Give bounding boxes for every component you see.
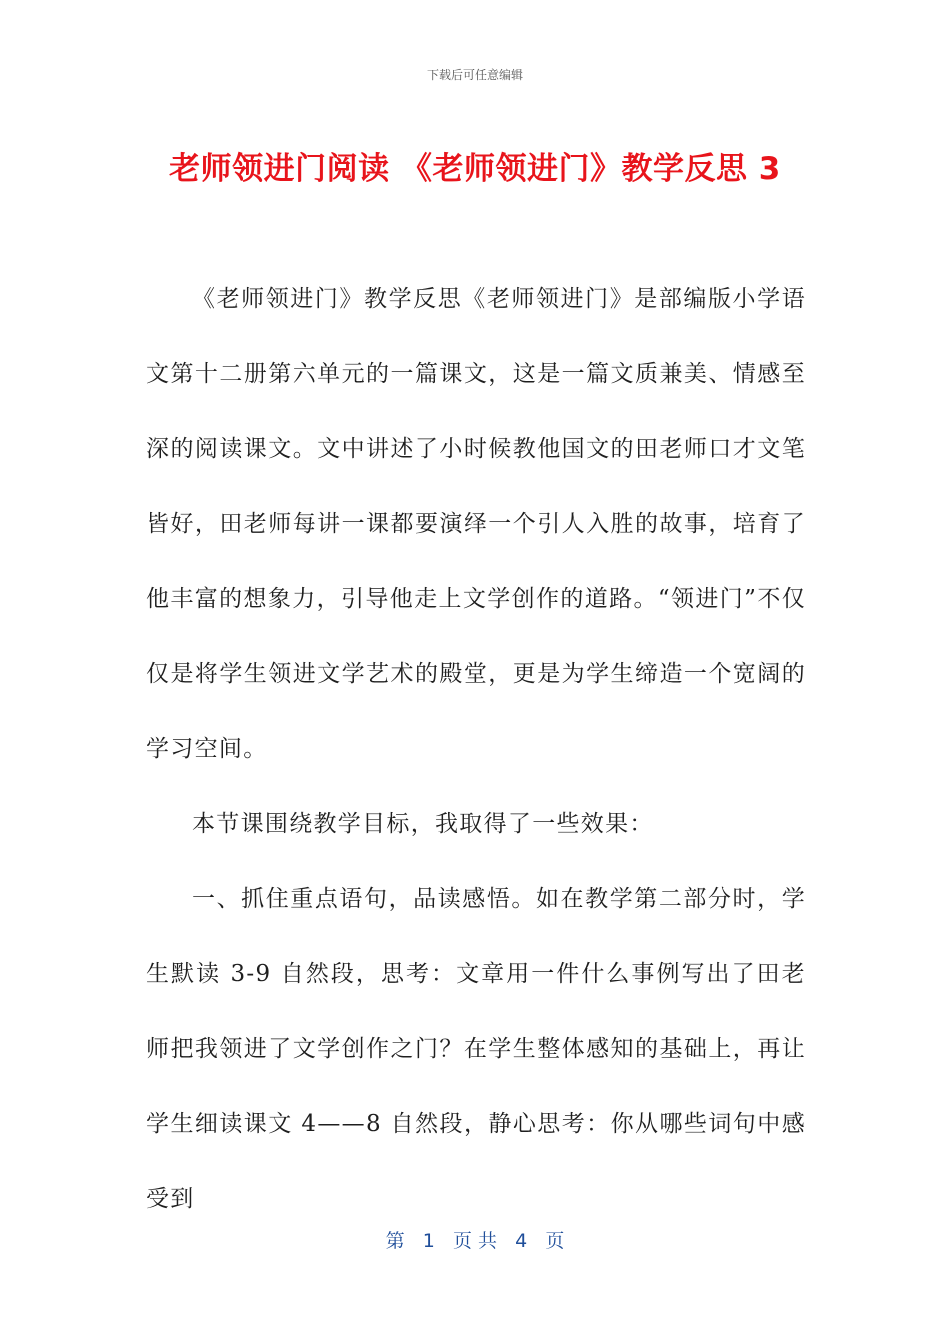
footer-current-page: 1: [422, 1230, 435, 1252]
paragraph-summary: 本节课围绕教学目标，我取得了一些效果：: [192, 811, 654, 837]
paragraph-intro: 《老师领进门》教学反思《老师领进门》是部编版小学语文第十二册第六单元的一篇课文，这是一篇文质兼美、情感至深的阅读课文。文中讲述了小时候教他国文的田老师口才文笔皆好，田老师每讲一课都要演绎一个引人入胜的故事，培育了他丰富的想象力，引导他走上文学创作的道路。“领进门”不仅仅是将学生领进文学艺术的殿堂，更是为学生缔造一个宽阔的学习空间。: [146, 286, 806, 762]
footer-total-pages: 4: [515, 1230, 528, 1252]
document-body: [146, 262, 806, 1237]
footer-prefix: 第: [385, 1230, 405, 1252]
page-footer: [0, 1226, 950, 1253]
document-title: 老师领进门阅读 《老师领进门》教学反思 3: [169, 151, 781, 187]
header-note: 下载后可任意编辑: [426, 68, 523, 82]
footer-suffix: 页: [545, 1230, 565, 1252]
paragraph-point-one: 一、抓住重点语句，品读感悟。如在教学第二部分时，学生默读 3-9 自然段，思考：文章用一件什么事例写出了田老师把我领进了文学创作之门？在学生整体感知的基础上，再让学生细读课文 4——8 自然段，静心思考：你从哪些词句中感受到: [146, 886, 806, 1212]
footer-middle: 页 共: [452, 1230, 498, 1252]
